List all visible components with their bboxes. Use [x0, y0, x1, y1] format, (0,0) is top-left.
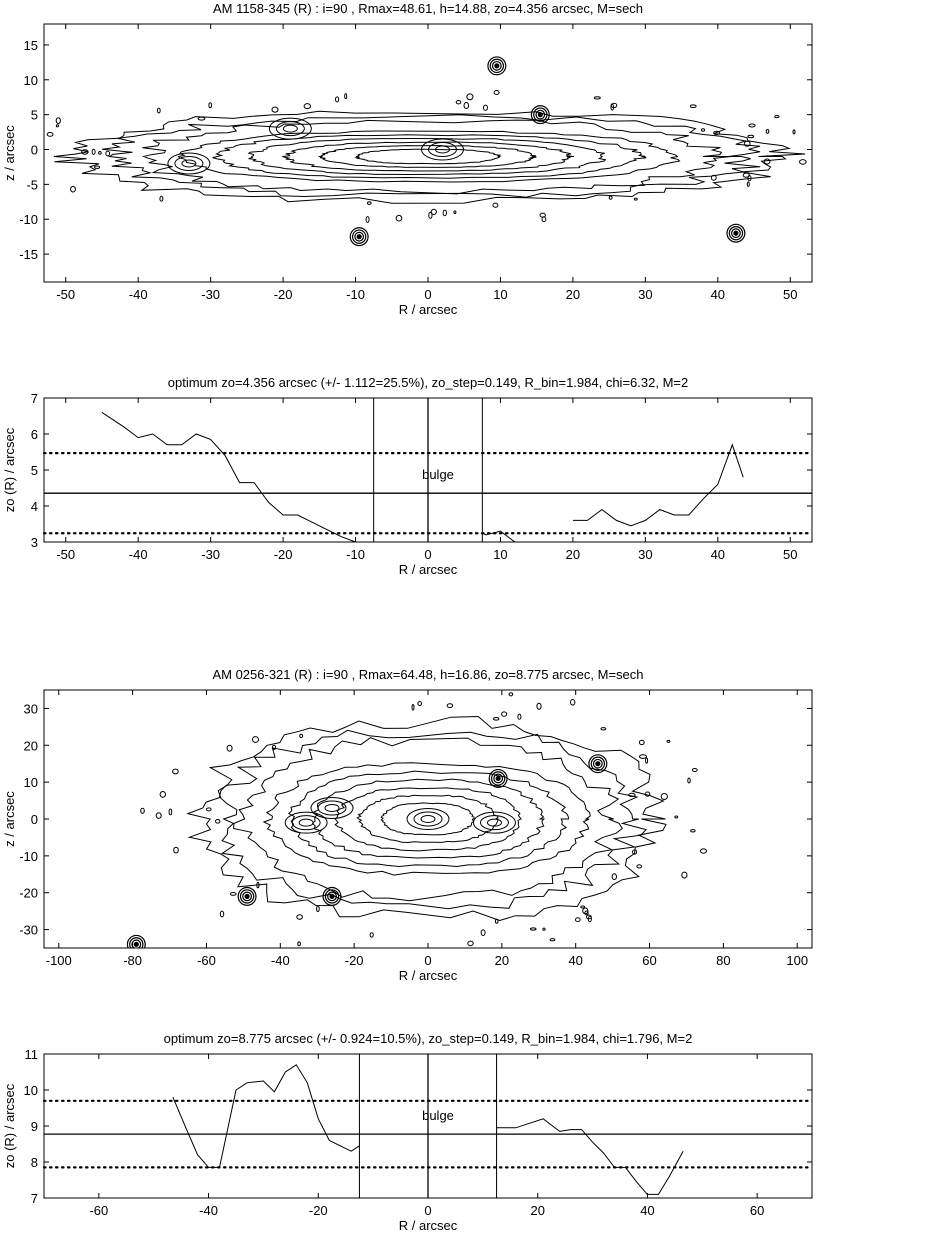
noise-contour	[800, 160, 807, 165]
noise-contour	[368, 202, 372, 205]
y-tick-label: -10	[19, 848, 38, 864]
y-tick-label: 4	[30, 499, 38, 514]
y-tick-label: 0	[30, 812, 38, 827]
y-axis-label: z / arcsec	[2, 791, 17, 847]
star-core	[495, 64, 499, 68]
y-tick-label: 10	[23, 72, 38, 88]
x-tick-label: 80	[716, 953, 731, 968]
noise-contour	[443, 210, 446, 216]
noise-contour	[640, 755, 647, 759]
x-tick-label: 20	[494, 953, 510, 968]
x-tick-label: 40	[710, 547, 726, 562]
x-tick-label: 0	[424, 1203, 432, 1218]
knot-contour	[414, 812, 442, 826]
y-tick-label: 10	[23, 1083, 38, 1098]
noise-contour	[56, 118, 60, 124]
noise-contour	[517, 682, 520, 688]
noise-contour	[594, 97, 600, 99]
noise-contour	[637, 865, 642, 868]
noise-contour	[611, 103, 617, 107]
noise-contour	[95, 166, 100, 168]
noise-contour	[230, 893, 236, 896]
y-axis-label: zo (R) / arcsec	[2, 1083, 17, 1169]
noise-contour	[494, 718, 499, 721]
noise-contour	[481, 930, 485, 936]
x-tick-label: -10	[346, 547, 365, 562]
x-tick-label: -20	[273, 547, 293, 562]
noise-contour	[518, 714, 521, 719]
noise-contour	[209, 103, 212, 108]
x-tick-label: -30	[201, 287, 221, 302]
isophote-contour	[356, 149, 500, 164]
panel-4	[2, 1031, 812, 1233]
panel-title: optimum zo=4.356 arcsec (+/- 1.112=25.5%), zo_step=0.149, R_bin=1.984, chi=6.32, M=2	[167, 375, 689, 390]
y-tick-label: 30	[23, 701, 38, 717]
noise-contour	[576, 918, 581, 922]
noise-contour	[227, 745, 232, 751]
noise-contour	[691, 830, 695, 832]
x-tick-label: 40	[640, 1203, 655, 1218]
knot-contour	[299, 819, 313, 826]
noise-contour	[468, 941, 473, 946]
x-tick-label: -50	[56, 547, 76, 562]
noise-contour	[701, 129, 704, 132]
noise-contour	[646, 758, 648, 763]
x-tick-label: 60	[749, 1203, 765, 1218]
noise-contour	[502, 712, 507, 716]
y-tick-label: 0	[30, 142, 38, 158]
x-tick-label: 30	[638, 547, 653, 562]
noise-contour	[764, 159, 770, 164]
y-axis-label: zo (R) / arcsec	[2, 427, 17, 513]
panel-title: AM 0256-321 (R) : i=90 , Rmax=64.48, h=16.86, zo=8.775 arcsec, M=sech	[212, 667, 644, 682]
noise-contour	[601, 728, 606, 730]
noise-contour	[456, 101, 461, 104]
noise-contour	[833, 176, 836, 178]
plot-frame	[44, 24, 812, 282]
x-tick-label: 50	[783, 287, 798, 302]
bulge-annotation: bulge	[422, 1108, 454, 1124]
isophote-contour	[381, 803, 474, 835]
noise-contour	[156, 813, 161, 819]
star-core	[245, 894, 249, 898]
noise-contour	[701, 849, 707, 853]
isophote-contour	[102, 115, 760, 198]
y-tick-label: 3	[30, 535, 38, 550]
zo-profile-series-1	[173, 1065, 360, 1168]
noise-contour	[467, 94, 473, 100]
panel-1	[0, 1, 855, 317]
noise-contour	[688, 778, 690, 783]
noise-contour	[47, 133, 53, 137]
noise-contour	[609, 196, 612, 199]
x-axis-label: R / arcsec	[398, 1218, 458, 1233]
noise-contour	[418, 702, 422, 706]
noise-contour	[530, 928, 536, 930]
knot-contour	[480, 816, 508, 830]
panel-title: optimum zo=8.775 arcsec (+/- 0.924=10.5%), zo_step=0.149, R_bin=1.984, chi=1.796, M=2	[163, 1031, 693, 1046]
x-tick-label: 10	[493, 547, 508, 562]
noise-contour	[300, 734, 303, 737]
noise-contour	[304, 104, 310, 109]
noise-contour	[92, 149, 95, 154]
noise-contour	[216, 820, 220, 824]
x-tick-label: -10	[346, 287, 365, 302]
noise-contour	[661, 794, 667, 800]
noise-contour	[629, 793, 636, 796]
x-tick-label: 0	[424, 953, 432, 968]
isophote-contour	[220, 730, 647, 909]
noise-contour	[169, 809, 172, 815]
x-tick-label: -80	[123, 953, 143, 968]
noise-contour	[749, 124, 755, 127]
noise-contour	[766, 130, 769, 134]
noise-contour	[157, 108, 160, 113]
x-tick-label: 20	[530, 1203, 545, 1218]
x-axis-label: R / arcsec	[398, 302, 458, 317]
noise-contour	[336, 97, 339, 102]
noise-contour	[272, 107, 278, 112]
noise-contour	[366, 217, 369, 223]
zo-profile-series-2	[497, 1119, 683, 1195]
contour-layer	[0, 57, 855, 246]
x-tick-label: -20	[308, 1203, 328, 1218]
noise-contour	[775, 116, 779, 118]
knot-contour	[421, 816, 435, 823]
zo-profile-series-1	[102, 412, 356, 542]
noise-contour	[19, 131, 22, 135]
knot-contour	[283, 125, 297, 132]
noise-contour	[509, 693, 513, 696]
star-core	[134, 942, 138, 946]
y-tick-label: 5	[30, 107, 38, 123]
noise-contour	[571, 700, 575, 706]
x-tick-label: 40	[568, 953, 583, 968]
noise-contour	[748, 135, 754, 137]
y-tick-label: 6	[30, 427, 38, 442]
noise-contour	[160, 792, 165, 798]
x-tick-label: -40	[128, 547, 148, 562]
noise-contour	[56, 125, 58, 127]
noise-contour	[853, 163, 855, 168]
panel-2	[2, 375, 812, 577]
noise-contour	[106, 151, 110, 156]
noise-contour	[297, 915, 303, 920]
noise-contour	[99, 152, 102, 155]
y-tick-label: -15	[19, 247, 38, 263]
noise-contour	[173, 769, 179, 774]
plot-frame	[44, 690, 812, 948]
noise-contour	[396, 215, 402, 221]
x-tick-label: -20	[273, 287, 293, 302]
noise-contour	[634, 198, 637, 200]
y-tick-label: -5	[26, 177, 38, 193]
y-tick-label: -30	[19, 922, 38, 938]
noise-contour	[174, 847, 179, 853]
x-tick-label: 100	[786, 953, 809, 968]
noise-contour	[345, 94, 347, 99]
noise-contour	[815, 129, 821, 134]
knot-contour	[325, 804, 339, 811]
star-core	[596, 762, 600, 766]
noise-contour	[160, 196, 163, 201]
x-tick-label: 0	[424, 547, 432, 562]
x-tick-label: 50	[783, 547, 798, 562]
noise-contour	[253, 737, 259, 743]
x-tick-label: 10	[493, 287, 508, 302]
noise-contour	[612, 874, 616, 880]
noise-contour	[198, 117, 205, 120]
x-tick-label: -60	[197, 953, 216, 968]
x-tick-label: -40	[128, 287, 148, 302]
y-tick-label: -20	[19, 885, 38, 901]
isophote-contour	[313, 779, 544, 858]
noise-contour	[412, 705, 414, 711]
noise-contour	[272, 745, 275, 749]
noise-contour	[484, 105, 488, 110]
contour-layer	[127, 681, 706, 956]
x-axis-label: R / arcsec	[398, 968, 458, 983]
noise-contour	[220, 911, 223, 917]
noise-contour	[71, 186, 76, 192]
isophote-contour	[320, 146, 537, 168]
noise-contour	[690, 105, 696, 108]
panel-title: AM 1158-345 (R) : i=90 , Rmax=48.61, h=14.88, zo=4.356 arcsec, M=sech	[212, 1, 644, 16]
panel-3	[2, 667, 812, 983]
x-axis-label: R / arcsec	[398, 562, 458, 577]
noise-contour	[447, 704, 453, 708]
y-tick-label: 11	[24, 1047, 38, 1062]
x-tick-label: 20	[565, 287, 581, 302]
noise-contour	[431, 209, 436, 214]
noise-contour	[370, 933, 373, 937]
x-tick-label: -20	[344, 953, 364, 968]
noise-contour	[675, 816, 678, 818]
star-core	[330, 894, 334, 898]
y-tick-label: 7	[30, 1191, 38, 1206]
star-core	[496, 776, 500, 780]
isophote-contour	[357, 795, 498, 842]
x-tick-label: -100	[45, 953, 72, 968]
noise-contour	[543, 928, 545, 930]
x-tick-label: 60	[642, 953, 657, 968]
noise-contour	[747, 182, 749, 186]
noise-contour	[494, 91, 499, 95]
x-tick-label: 0	[424, 287, 432, 302]
star-core	[357, 235, 361, 239]
x-tick-label: -40	[270, 953, 290, 968]
star-core	[538, 113, 542, 117]
x-tick-label: -50	[56, 287, 76, 302]
y-tick-label: -10	[19, 212, 38, 228]
noise-contour	[464, 103, 469, 109]
noise-contour	[207, 808, 212, 811]
x-tick-label: 40	[710, 287, 726, 302]
bulge-annotation: bulge	[422, 467, 454, 483]
noise-contour	[793, 130, 795, 134]
x-tick-label: -60	[89, 1203, 109, 1218]
noise-contour	[537, 703, 541, 709]
knot-contour	[175, 156, 203, 170]
star-core	[734, 231, 738, 235]
noise-contour	[667, 740, 670, 742]
noise-contour	[815, 178, 818, 184]
isophote-contour	[282, 142, 574, 171]
x-tick-label: -30	[201, 547, 221, 562]
zo-profile-series-3	[573, 445, 743, 526]
noise-contour	[682, 872, 687, 878]
noise-contour	[493, 203, 498, 207]
isophote-contour	[188, 717, 666, 921]
noise-contour	[454, 211, 456, 214]
noise-contour	[639, 740, 644, 744]
noise-contour	[0, 167, 1, 172]
y-tick-label: 10	[23, 775, 38, 791]
x-tick-label: 30	[638, 287, 653, 302]
y-tick-label: 8	[30, 1155, 38, 1170]
y-tick-label: 5	[30, 463, 38, 478]
y-tick-label: 9	[30, 1119, 38, 1134]
y-axis-label: z / arcsec	[2, 125, 17, 181]
y-tick-label: 7	[30, 391, 38, 406]
noise-contour	[141, 808, 145, 813]
noise-contour	[692, 769, 697, 772]
x-tick-label: -40	[199, 1203, 218, 1218]
y-tick-label: 15	[23, 37, 38, 53]
noise-contour	[550, 939, 555, 941]
noise-contour	[317, 906, 320, 912]
noise-contour	[298, 942, 301, 946]
y-tick-label: 20	[23, 738, 38, 754]
knot-contour	[292, 816, 320, 830]
x-tick-label: 20	[565, 547, 581, 562]
